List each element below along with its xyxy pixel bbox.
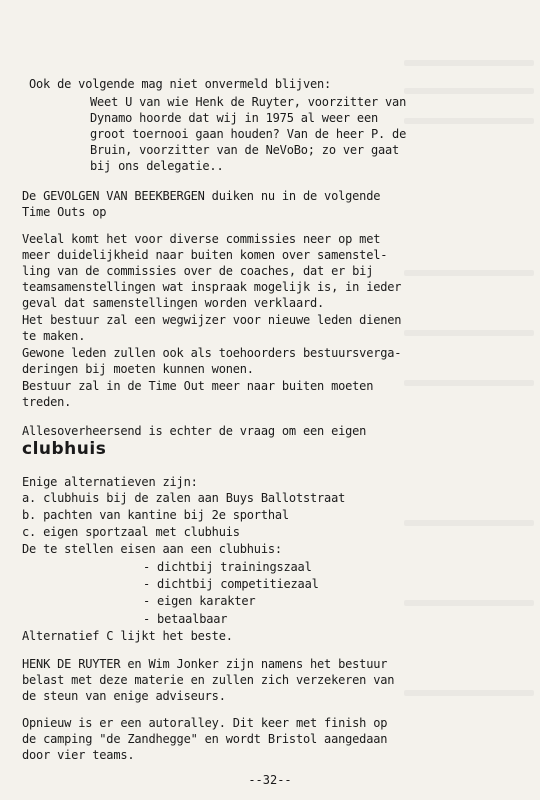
list-item: c. eigen sportzaal met clubhuis	[22, 525, 240, 539]
show-through-mark	[404, 690, 534, 696]
body-line: door vier teams.	[22, 748, 135, 762]
body-line: Gewone leden zullen ook als toehoorders bestuursverga-	[22, 346, 402, 360]
quote-line: Weet U van wie Henk de Ruyter, voorzitter van	[90, 95, 407, 109]
body-line: belast met deze materie en zullen zich verzekeren van	[22, 673, 395, 687]
show-through-mark	[404, 520, 534, 526]
page-number: --32--	[248, 773, 292, 787]
body-line: Bestuur zal in de Time Out meer naar buiten moeten	[22, 379, 374, 393]
gevolgen-line: Time Outs op	[22, 205, 107, 219]
body-line: treden.	[22, 395, 72, 409]
quote-line: Dynamo hoorde dat wij in 1975 al weer een	[90, 111, 379, 125]
list-item: - eigen karakter	[143, 594, 256, 608]
body-line: geval dat samenstellingen worden verklaard.	[22, 296, 325, 310]
quote-line: Bruin, voorzitter van de NeVoBo; zo ver gaat	[90, 143, 400, 157]
show-through-mark	[404, 60, 534, 66]
body-line: teamsamenstellingen wat inspraak mogelijk is, in ieder	[22, 280, 402, 294]
body-line: de camping "de Zandhegge" en wordt Bristol aangedaan	[22, 732, 388, 746]
list-item: a. clubhuis bij de zalen aan Buys Ballotstraat	[22, 491, 346, 505]
show-through-mark	[404, 380, 534, 386]
body-line: Alternatief C lijkt het beste.	[22, 629, 233, 643]
body-line: Allesoverheersend is echter de vraag om een eigen	[22, 424, 367, 438]
quote-line: groot toernooi gaan houden? Van de heer P. de	[90, 127, 407, 141]
gevolgen-line: De GEVOLGEN VAN BEEKBERGEN duiken nu in de volgende	[22, 189, 381, 203]
intro-line: Ook de volgende mag niet onvermeld blijven:	[29, 77, 332, 91]
list-item: - dichtbij trainingszaal	[143, 560, 312, 574]
body-line: Enige alternatieven zijn:	[22, 475, 198, 489]
body-line: ling van de commissies over de coaches, dat er bij	[22, 264, 374, 278]
body-line: meer duidelijkheid naar buiten komen over samenstel-	[22, 248, 388, 262]
body-line: HENK DE RUYTER en Wim Jonker zijn namens het bestuur	[22, 657, 388, 671]
quote-line: bij ons delegatie..	[90, 159, 224, 173]
show-through-mark	[404, 118, 534, 124]
list-item: b. pachten van kantine bij 2e sporthal	[22, 508, 289, 522]
list-item: - dichtbij competitiezaal	[143, 577, 319, 591]
show-through-mark	[404, 600, 534, 606]
show-through-mark	[404, 270, 534, 276]
clubhuis-heading: clubhuis	[22, 439, 107, 459]
body-line: te maken.	[22, 329, 86, 343]
body-line: de steun van enige adviseurs.	[22, 689, 226, 703]
body-line: Veelal komt het voor diverse commissies neer op met	[22, 232, 381, 246]
body-line: Het bestuur zal een wegwijzer voor nieuwe leden dienen	[22, 313, 402, 327]
body-line: De te stellen eisen aan een clubhuis:	[22, 542, 282, 556]
body-line: deringen bij moeten kunnen wonen.	[22, 362, 254, 376]
show-through-mark	[404, 330, 534, 336]
list-item: - betaalbaar	[143, 612, 228, 626]
show-through-mark	[404, 88, 534, 94]
body-line: Opnieuw is er een autoralley. Dit keer met finish op	[22, 716, 388, 730]
